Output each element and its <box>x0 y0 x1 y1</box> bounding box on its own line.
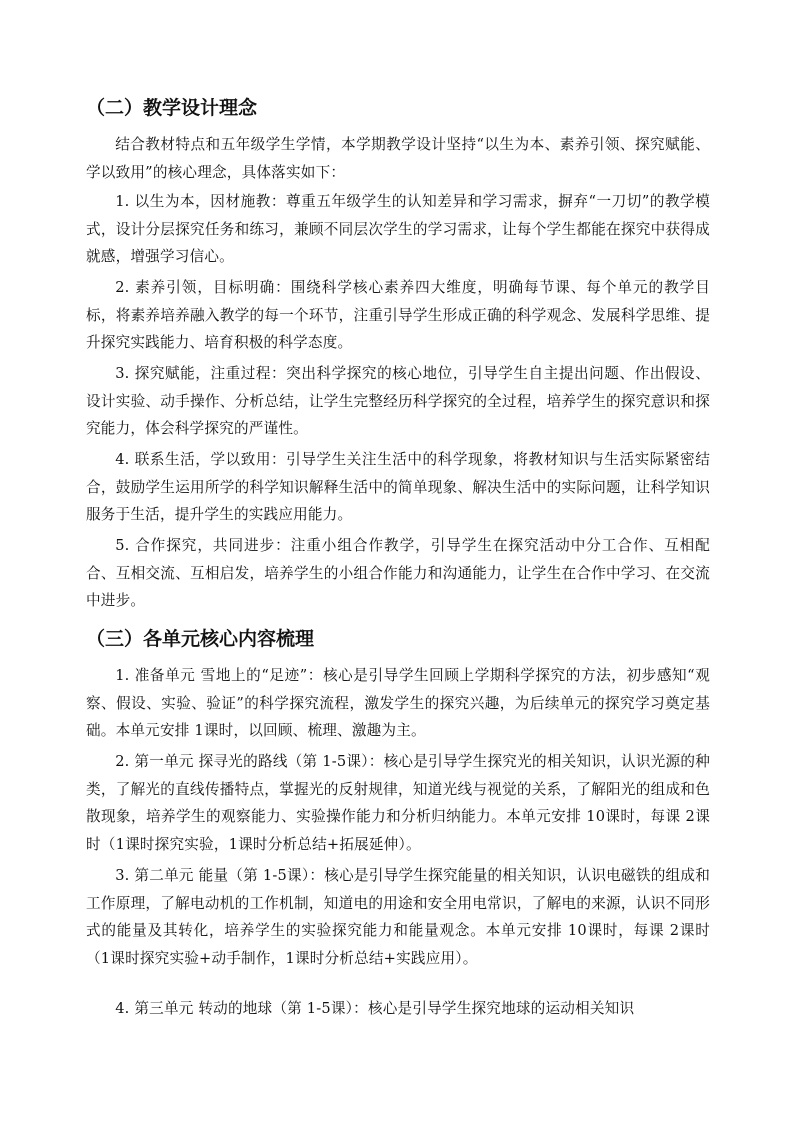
section-2-item-1-paragraph: 1. 以生为本，因材施教：尊重五年级学生的认知差异和学习需求，摒弃“一刀切”的教学模式，设计分层探究任务和练习，兼顾不同层次学生的学习需求，让每个学生都能在探究中获得成就感，增强学习信心。 <box>86 193 710 265</box>
section-3-item-4-paragraph: 4. 第三单元 转动的地球（第 1-5课）：核心是引导学生探究地球的运动相关知识 <box>115 1000 635 1017</box>
section-3-item-1-paragraph: 1. 准备单元 雪地上的“足迹”：核心是引导学生回顾上学期科学探究的方法，初步感知“观察、假设、实验、验证”的科学探究流程，激发学生的探究兴趣，为后续单元的探究学习奠定基础。本单元安排 1课时，以回顾、梳理、激趣为主。 <box>86 667 710 739</box>
section-2-item-3-paragraph: 3. 探究赋能，注重过程：突出科学探究的核心地位，引导学生自主提出问题、作出假设、设计实验、动手操作、分析总结，让学生完整经历科学探究的全过程，培养学生的探究意识和探究能力，体会科学探究的严谨性。 <box>86 365 710 437</box>
section-2-item-4-paragraph: 4. 联系生活，学以致用：引导学生关注生活中的科学现象，将教材知识与生活实际紧密结合，鼓励学生运用所学的科学知识解释生活中的简单现象、解决生活中的实际问题，让科学知识服务于生活，提升学生的实践应用能力。 <box>86 451 710 523</box>
section-3-item-2-paragraph: 2. 第一单元 探寻光的路线（第 1-5课）：核心是引导学生探究光的相关知识，认识光源的种类，了解光的直线传播特点，掌握光的反射规律，知道光线与视觉的关系，了解阳光的组成和色散现象，培养学生的观察能力、实验操作能力和分析归纳能力。本单元安排 10课时，每课 2课时（1课时探究实验，1课时分析总结+拓展延伸）。 <box>86 753 710 853</box>
section-2-intro-paragraph: 结合教材特点和五年级学生学情，本学期教学设计坚持“以生为本、素养引领、探究赋能、学以致用”的核心理念，具体落实如下： <box>86 136 710 181</box>
section-3-heading: （三）各单元核心内容梳理 <box>86 628 315 650</box>
section-2-item-2-paragraph: 2. 素养引领，目标明确：围绕科学核心素养四大维度，明确每节课、每个单元的教学目标，将素养培养融入教学的每一个环节，注重引导学生形成正确的科学观念、发展科学思维、提升探究实践能力、培育积极的科学态度。 <box>86 279 710 351</box>
section-3-item-3-paragraph: 3. 第二单元 能量（第 1-5课）：核心是引导学生探究能量的相关知识，认识电磁铁的组成和工作原理，了解电动机的工作机制，知道电的用途和安全用电常识，了解电的来源，认识不同形式的能量及其转化，培养学生的实验探究能力和能量观念。本单元安排 10课时，每课 2课时（1课时探究实验+动手制作，1课时分析总结+实践应用）。 <box>86 867 710 967</box>
section-2-item-5-paragraph: 5. 合作探究，共同进步：注重小组合作教学，引导学生在探究活动中分工合作、互相配合、互相交流、互相启发，培养学生的小组合作能力和沟通能力，让学生在合作中学习、在交流中进步。 <box>86 537 710 609</box>
section-2-heading: （二）教学设计理念 <box>86 97 258 119</box>
